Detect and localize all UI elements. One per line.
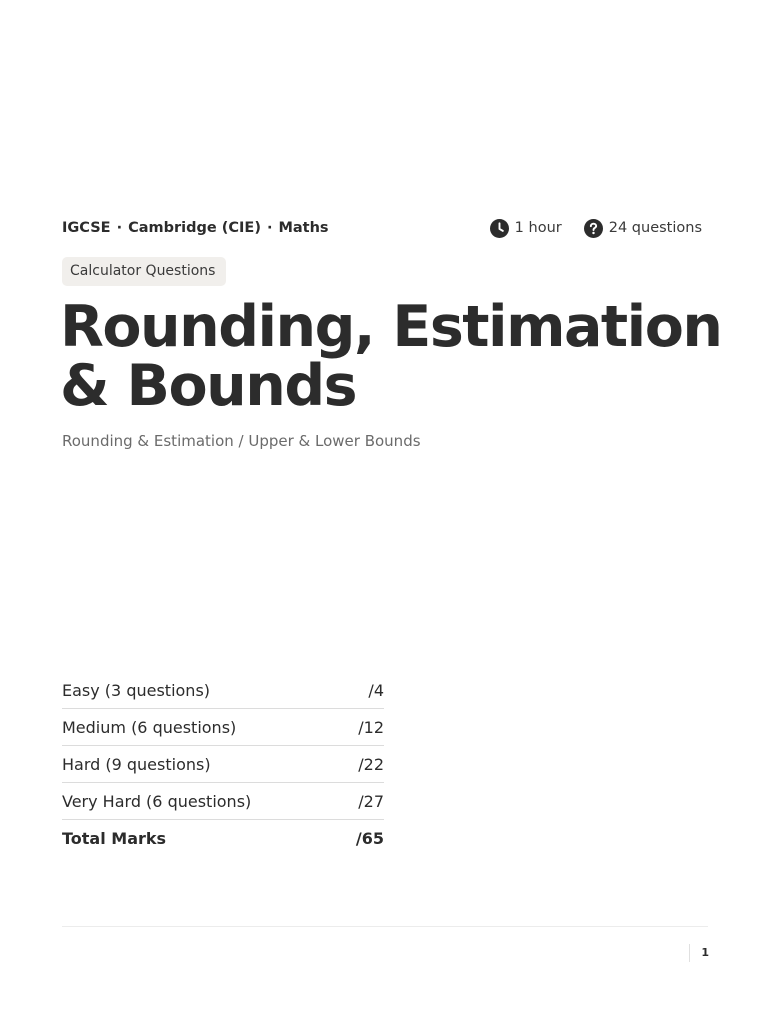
- exam-meta: [490, 219, 702, 238]
- breadcrumb-level: IGCSE: [62, 220, 111, 236]
- marks-row-value: /27: [358, 791, 384, 811]
- category-tag: Calculator Questions: [62, 257, 226, 286]
- duration-info: [490, 219, 562, 238]
- total-marks-value: /65: [355, 828, 384, 848]
- marks-row-hard: [62, 746, 384, 783]
- page-title: Rounding, Estimation & Bounds: [60, 294, 722, 419]
- breadcrumb-board: Cambridge (CIE): [128, 220, 261, 236]
- marks-row-label: Medium (6 questions): [62, 717, 237, 737]
- question-count-info: [584, 219, 702, 238]
- question-circle-icon: [584, 219, 603, 238]
- marks-row-label: Easy (3 questions): [62, 680, 211, 700]
- breadcrumb-separator: ·: [116, 220, 123, 236]
- breadcrumb: [62, 220, 329, 236]
- marks-row-value: /22: [358, 754, 384, 774]
- total-marks-label: Total Marks: [62, 828, 167, 848]
- marks-row-value: /12: [358, 717, 384, 737]
- marks-row-label: Very Hard (6 questions): [62, 791, 252, 811]
- marks-row-value: /4: [368, 680, 384, 700]
- marks-row-medium: [62, 709, 384, 746]
- document-header: [62, 216, 702, 240]
- breadcrumb-subject: Maths: [278, 220, 329, 236]
- marks-row-easy: [62, 672, 384, 709]
- page-number: 1: [689, 944, 709, 962]
- marks-row-total: [62, 820, 384, 856]
- page-subtitle: Rounding & Estimation / Upper & Lower Bounds: [62, 432, 421, 450]
- question-count-text: 24 questions: [608, 220, 702, 236]
- marks-row-label: Hard (9 questions): [62, 754, 211, 774]
- breadcrumb-separator: ·: [266, 220, 273, 236]
- footer-divider: [62, 926, 708, 927]
- marks-table: [62, 672, 384, 856]
- clock-icon: [490, 219, 509, 238]
- duration-text: 1 hour: [514, 220, 562, 236]
- marks-row-very-hard: [62, 783, 384, 820]
